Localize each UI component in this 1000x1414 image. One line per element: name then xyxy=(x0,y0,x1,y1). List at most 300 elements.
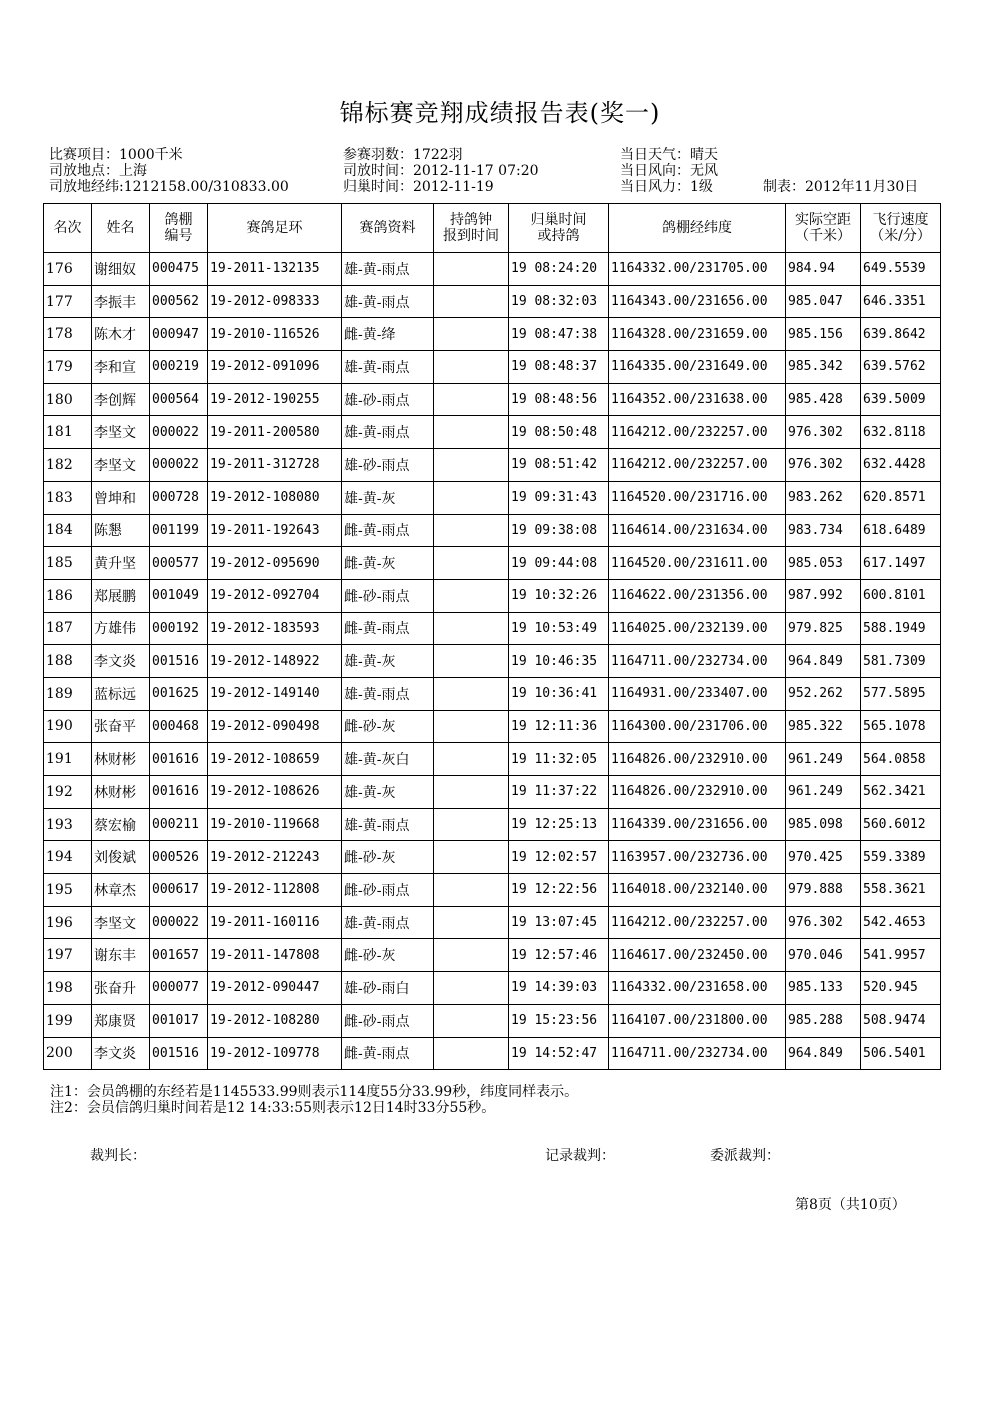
cell-coord: 1164614.00/231634.00 xyxy=(609,514,786,547)
cell-rank: 198 xyxy=(44,972,92,1005)
cell-ring: 19-2012-108280 xyxy=(208,1004,342,1037)
cell-arrival: 19 12:11:36 xyxy=(509,710,609,743)
cell-info: 雄-黄-灰 xyxy=(342,481,434,514)
table-row xyxy=(44,285,941,318)
table-row xyxy=(44,710,941,743)
cell-speed: 542.4653 xyxy=(861,906,941,939)
table-row xyxy=(44,1004,941,1037)
cell-name: 林财彬 xyxy=(92,743,150,776)
cell-arrival: 19 10:53:49 xyxy=(509,612,609,645)
cell-clock xyxy=(434,677,509,710)
cell-clock xyxy=(434,1004,509,1037)
cell-name: 林章杰 xyxy=(92,874,150,907)
table-row xyxy=(44,383,941,416)
cell-rank: 182 xyxy=(44,449,92,482)
cell-arrival: 19 14:39:03 xyxy=(509,972,609,1005)
cell-speed: 581.7309 xyxy=(861,645,941,678)
info-release-coords: 司放地经纬:1212158.00/310833.00 xyxy=(49,179,289,195)
cell-distance: 964.849 xyxy=(786,645,861,678)
cell-rank: 178 xyxy=(44,318,92,351)
cell-loft: 000577 xyxy=(150,547,208,580)
cell-rank: 184 xyxy=(44,514,92,547)
cell-rank: 177 xyxy=(44,285,92,318)
cell-speed: 564.0858 xyxy=(861,743,941,776)
cell-rank: 197 xyxy=(44,939,92,972)
cell-ring: 19-2012-212243 xyxy=(208,841,342,874)
cell-info: 雄-砂-雨点 xyxy=(342,449,434,482)
cell-rank: 195 xyxy=(44,874,92,907)
cell-speed: 558.3621 xyxy=(861,874,941,907)
cell-info: 雌-砂-灰 xyxy=(342,939,434,972)
cell-coord: 1164343.00/231656.00 xyxy=(609,285,786,318)
header-row xyxy=(44,204,941,253)
cell-distance: 984.94 xyxy=(786,253,861,286)
cell-loft: 001017 xyxy=(150,1004,208,1037)
cell-ring: 19-2012-148922 xyxy=(208,645,342,678)
cell-clock xyxy=(434,1037,509,1070)
cell-arrival: 19 08:47:38 xyxy=(509,318,609,351)
cell-speed: 639.5762 xyxy=(861,351,941,384)
cell-info: 雌-黄-雨点 xyxy=(342,514,434,547)
cell-ring: 19-2012-108626 xyxy=(208,776,342,809)
cell-rank: 192 xyxy=(44,776,92,809)
cell-arrival: 19 12:02:57 xyxy=(509,841,609,874)
table-row xyxy=(44,449,941,482)
table-row xyxy=(44,612,941,645)
cell-loft: 000022 xyxy=(150,449,208,482)
table-row xyxy=(44,906,941,939)
cell-coord: 1164352.00/231638.00 xyxy=(609,383,786,416)
cell-ring: 19-2012-098333 xyxy=(208,285,342,318)
cell-rank: 189 xyxy=(44,677,92,710)
cell-ring: 19-2010-119668 xyxy=(208,808,342,841)
col-coord: 鸽棚经纬度 xyxy=(609,204,786,253)
cell-clock xyxy=(434,972,509,1005)
cell-rank: 186 xyxy=(44,579,92,612)
cell-ring: 19-2011-160116 xyxy=(208,906,342,939)
cell-info: 雄-黄-雨点 xyxy=(342,906,434,939)
col-ring: 赛鸽足环 xyxy=(208,204,342,253)
cell-arrival: 19 08:24:20 xyxy=(509,253,609,286)
cell-distance: 979.825 xyxy=(786,612,861,645)
cell-info: 雄-黄-雨点 xyxy=(342,416,434,449)
cell-distance: 964.849 xyxy=(786,1037,861,1070)
cell-distance: 985.156 xyxy=(786,318,861,351)
cell-name: 郑康贤 xyxy=(92,1004,150,1037)
cell-info: 雌-砂-雨点 xyxy=(342,579,434,612)
col-clock: 持鸽钟 报到时间 xyxy=(434,204,509,253)
cell-ring: 19-2011-147808 xyxy=(208,939,342,972)
col-speed: 飞行速度 （米/分） xyxy=(861,204,941,253)
cell-rank: 183 xyxy=(44,481,92,514)
cell-coord: 1164711.00/232734.00 xyxy=(609,645,786,678)
cell-speed: 618.6489 xyxy=(861,514,941,547)
info-race-item: 比赛项目：1000千米 xyxy=(49,147,183,163)
cell-name: 李振丰 xyxy=(92,285,150,318)
cell-arrival: 19 13:07:45 xyxy=(509,906,609,939)
cell-rank: 181 xyxy=(44,416,92,449)
cell-distance: 983.262 xyxy=(786,481,861,514)
info-wind-force: 当日风力：1级 xyxy=(620,179,713,195)
info-release-time: 司放时间：2012-11-17 07:20 xyxy=(343,163,539,179)
cell-ring: 19-2012-183593 xyxy=(208,612,342,645)
cell-name: 李坚文 xyxy=(92,416,150,449)
delegated-judge-label: 委派裁判： xyxy=(710,1148,780,1164)
cell-name: 李文炎 xyxy=(92,645,150,678)
cell-speed: 617.1497 xyxy=(861,547,941,580)
cell-coord: 1164339.00/231656.00 xyxy=(609,808,786,841)
cell-clock xyxy=(434,710,509,743)
cell-ring: 19-2012-090498 xyxy=(208,710,342,743)
col-rank: 名次 xyxy=(44,204,92,253)
table-row xyxy=(44,808,941,841)
table-row xyxy=(44,1037,941,1070)
cell-speed: 639.8642 xyxy=(861,318,941,351)
cell-arrival: 19 12:25:13 xyxy=(509,808,609,841)
cell-clock xyxy=(434,351,509,384)
info-wind-direction: 当日风向：无风 xyxy=(620,163,718,179)
cell-info: 雄-黄-雨点 xyxy=(342,677,434,710)
info-prepared-date: 制表：2012年11月30日 xyxy=(763,179,919,195)
cell-coord: 1164212.00/232257.00 xyxy=(609,416,786,449)
col-distance: 实际空距 （千米） xyxy=(786,204,861,253)
cell-clock xyxy=(434,318,509,351)
cell-rank: 190 xyxy=(44,710,92,743)
table-row xyxy=(44,481,941,514)
cell-arrival: 19 09:38:08 xyxy=(509,514,609,547)
cell-distance: 976.302 xyxy=(786,906,861,939)
table-row xyxy=(44,743,941,776)
cell-rank: 196 xyxy=(44,906,92,939)
cell-name: 郑展鹏 xyxy=(92,579,150,612)
table-row xyxy=(44,645,941,678)
cell-clock xyxy=(434,776,509,809)
cell-clock xyxy=(434,906,509,939)
cell-name: 张奋平 xyxy=(92,710,150,743)
cell-distance: 985.098 xyxy=(786,808,861,841)
cell-ring: 19-2012-108659 xyxy=(208,743,342,776)
table-row xyxy=(44,579,941,612)
cell-clock xyxy=(434,579,509,612)
cell-info: 雌-黄-雨点 xyxy=(342,612,434,645)
cell-loft: 000562 xyxy=(150,285,208,318)
cell-speed: 506.5401 xyxy=(861,1037,941,1070)
cell-distance: 985.428 xyxy=(786,383,861,416)
info-entries: 参赛羽数：1722羽 xyxy=(343,147,463,163)
cell-clock xyxy=(434,383,509,416)
cell-loft: 001516 xyxy=(150,645,208,678)
cell-ring: 19-2012-091096 xyxy=(208,351,342,384)
cell-distance: 985.047 xyxy=(786,285,861,318)
cell-name: 谢细奴 xyxy=(92,253,150,286)
col-arrival: 归巢时间 或持鸽 xyxy=(509,204,609,253)
cell-speed: 632.4428 xyxy=(861,449,941,482)
col-loft: 鸽棚 编号 xyxy=(150,204,208,253)
cell-speed: 541.9957 xyxy=(861,939,941,972)
cell-info: 雌-砂-灰 xyxy=(342,841,434,874)
cell-ring: 19-2010-116526 xyxy=(208,318,342,351)
cell-name: 李坚文 xyxy=(92,449,150,482)
cell-speed: 632.8118 xyxy=(861,416,941,449)
cell-info: 雄-黄-灰 xyxy=(342,645,434,678)
cell-loft: 000468 xyxy=(150,710,208,743)
cell-clock xyxy=(434,645,509,678)
cell-coord: 1164107.00/231800.00 xyxy=(609,1004,786,1037)
cell-info: 雌-砂-灰 xyxy=(342,710,434,743)
info-return-date: 归巢时间：2012-11-19 xyxy=(343,179,494,195)
cell-ring: 19-2012-190255 xyxy=(208,383,342,416)
cell-rank: 187 xyxy=(44,612,92,645)
cell-speed: 649.5539 xyxy=(861,253,941,286)
cell-arrival: 19 09:44:08 xyxy=(509,547,609,580)
cell-info: 雄-黄-灰 xyxy=(342,776,434,809)
cell-loft: 000475 xyxy=(150,253,208,286)
cell-speed: 646.3351 xyxy=(861,285,941,318)
table-row xyxy=(44,514,941,547)
cell-arrival: 19 11:37:22 xyxy=(509,776,609,809)
cell-info: 雌-黄-绛 xyxy=(342,318,434,351)
cell-speed: 600.8101 xyxy=(861,579,941,612)
cell-info: 雌-黄-灰 xyxy=(342,547,434,580)
cell-distance: 976.302 xyxy=(786,416,861,449)
cell-name: 林财彬 xyxy=(92,776,150,809)
cell-loft: 000617 xyxy=(150,874,208,907)
cell-loft: 000022 xyxy=(150,416,208,449)
cell-loft: 001616 xyxy=(150,743,208,776)
report-title: 锦标赛竞翔成绩报告表(奖一) xyxy=(339,99,661,127)
table-row xyxy=(44,547,941,580)
cell-name: 刘俊斌 xyxy=(92,841,150,874)
recording-judge-label: 记录裁判： xyxy=(545,1148,615,1164)
cell-loft: 000564 xyxy=(150,383,208,416)
cell-arrival: 19 08:50:48 xyxy=(509,416,609,449)
cell-info: 雄-砂-雨白 xyxy=(342,972,434,1005)
table-row xyxy=(44,318,941,351)
cell-coord: 1164018.00/232140.00 xyxy=(609,874,786,907)
cell-rank: 179 xyxy=(44,351,92,384)
cell-speed: 639.5009 xyxy=(861,383,941,416)
cell-speed: 520.945 xyxy=(861,972,941,1005)
cell-info: 雄-黄-雨点 xyxy=(342,808,434,841)
cell-info: 雄-砂-雨点 xyxy=(342,383,434,416)
cell-clock xyxy=(434,416,509,449)
cell-arrival: 19 15:23:56 xyxy=(509,1004,609,1037)
cell-speed: 588.1949 xyxy=(861,612,941,645)
cell-clock xyxy=(434,285,509,318)
cell-clock xyxy=(434,612,509,645)
cell-clock xyxy=(434,841,509,874)
chief-judge-label: 裁判长： xyxy=(90,1148,146,1164)
cell-arrival: 19 09:31:43 xyxy=(509,481,609,514)
table-row xyxy=(44,351,941,384)
cell-clock xyxy=(434,743,509,776)
cell-ring: 19-2012-108080 xyxy=(208,481,342,514)
cell-distance: 985.288 xyxy=(786,1004,861,1037)
cell-loft: 000728 xyxy=(150,481,208,514)
cell-distance: 985.053 xyxy=(786,547,861,580)
page-number: 第8页（共10页） xyxy=(795,1197,906,1213)
cell-distance: 952.262 xyxy=(786,677,861,710)
cell-arrival: 19 12:22:56 xyxy=(509,874,609,907)
cell-speed: 559.3389 xyxy=(861,841,941,874)
cell-loft: 000077 xyxy=(150,972,208,1005)
cell-speed: 565.1078 xyxy=(861,710,941,743)
cell-loft: 001625 xyxy=(150,677,208,710)
cell-rank: 193 xyxy=(44,808,92,841)
cell-name: 蔡宏榆 xyxy=(92,808,150,841)
cell-arrival: 19 08:32:03 xyxy=(509,285,609,318)
cell-loft: 000947 xyxy=(150,318,208,351)
cell-distance: 985.322 xyxy=(786,710,861,743)
cell-clock xyxy=(434,939,509,972)
cell-ring: 19-2011-132135 xyxy=(208,253,342,286)
cell-coord: 1164931.00/233407.00 xyxy=(609,677,786,710)
cell-distance: 961.249 xyxy=(786,743,861,776)
cell-loft: 000526 xyxy=(150,841,208,874)
cell-speed: 577.5895 xyxy=(861,677,941,710)
note-1: 注1：会员鸽棚的东经若是1145533.99则表示114度55分33.99秒，纬度同样表示。 xyxy=(50,1084,579,1100)
cell-loft: 001516 xyxy=(150,1037,208,1070)
info-release-place: 司放地点：上海 xyxy=(49,163,147,179)
cell-distance: 970.046 xyxy=(786,939,861,972)
cell-coord: 1164826.00/232910.00 xyxy=(609,776,786,809)
table-row xyxy=(44,677,941,710)
cell-rank: 191 xyxy=(44,743,92,776)
cell-rank: 199 xyxy=(44,1004,92,1037)
note-2: 注2：会员信鸽归巢时间若是12 14:33:55则表示12日14时33分55秒。 xyxy=(50,1100,496,1116)
cell-clock xyxy=(434,481,509,514)
cell-coord: 1164332.00/231658.00 xyxy=(609,972,786,1005)
cell-rank: 200 xyxy=(44,1037,92,1070)
cell-speed: 508.9474 xyxy=(861,1004,941,1037)
cell-ring: 19-2011-312728 xyxy=(208,449,342,482)
table-row xyxy=(44,416,941,449)
cell-clock xyxy=(434,449,509,482)
cell-clock xyxy=(434,514,509,547)
cell-clock xyxy=(434,253,509,286)
cell-arrival: 19 12:57:46 xyxy=(509,939,609,972)
cell-arrival: 19 10:36:41 xyxy=(509,677,609,710)
cell-info: 雄-黄-雨点 xyxy=(342,351,434,384)
cell-name: 李和宣 xyxy=(92,351,150,384)
cell-ring: 19-2012-095690 xyxy=(208,547,342,580)
table-row xyxy=(44,841,941,874)
cell-name: 黄升坚 xyxy=(92,547,150,580)
cell-name: 李创辉 xyxy=(92,383,150,416)
cell-name: 陈木才 xyxy=(92,318,150,351)
cell-info: 雄-黄-灰白 xyxy=(342,743,434,776)
cell-info: 雌-砂-雨点 xyxy=(342,874,434,907)
cell-ring: 19-2012-149140 xyxy=(208,677,342,710)
cell-coord: 1164300.00/231706.00 xyxy=(609,710,786,743)
cell-rank: 185 xyxy=(44,547,92,580)
col-name: 姓名 xyxy=(92,204,150,253)
cell-coord: 1164212.00/232257.00 xyxy=(609,449,786,482)
cell-name: 曾坤和 xyxy=(92,481,150,514)
cell-coord: 1164520.00/231716.00 xyxy=(609,481,786,514)
cell-coord: 1164826.00/232910.00 xyxy=(609,743,786,776)
info-weather: 当日天气：晴天 xyxy=(620,147,718,163)
cell-distance: 985.133 xyxy=(786,972,861,1005)
cell-ring: 19-2012-112808 xyxy=(208,874,342,907)
cell-ring: 19-2011-192643 xyxy=(208,514,342,547)
table-row xyxy=(44,939,941,972)
results-table xyxy=(43,203,941,1070)
cell-name: 张奋升 xyxy=(92,972,150,1005)
cell-name: 蓝标远 xyxy=(92,677,150,710)
cell-loft: 000192 xyxy=(150,612,208,645)
cell-arrival: 19 10:32:26 xyxy=(509,579,609,612)
cell-speed: 562.3421 xyxy=(861,776,941,809)
cell-coord: 1164711.00/232734.00 xyxy=(609,1037,786,1070)
cell-clock xyxy=(434,874,509,907)
cell-arrival: 19 11:32:05 xyxy=(509,743,609,776)
cell-info: 雌-砂-雨点 xyxy=(342,1004,434,1037)
cell-loft: 001657 xyxy=(150,939,208,972)
cell-distance: 961.249 xyxy=(786,776,861,809)
table-row xyxy=(44,874,941,907)
cell-loft: 001049 xyxy=(150,579,208,612)
cell-distance: 987.992 xyxy=(786,579,861,612)
cell-loft: 001199 xyxy=(150,514,208,547)
col-info: 赛鸽资料 xyxy=(342,204,434,253)
cell-speed: 560.6012 xyxy=(861,808,941,841)
cell-distance: 976.302 xyxy=(786,449,861,482)
cell-coord: 1164335.00/231649.00 xyxy=(609,351,786,384)
cell-distance: 979.888 xyxy=(786,874,861,907)
cell-speed: 620.8571 xyxy=(861,481,941,514)
cell-coord: 1163957.00/232736.00 xyxy=(609,841,786,874)
cell-coord: 1164025.00/232139.00 xyxy=(609,612,786,645)
cell-name: 陈懇 xyxy=(92,514,150,547)
cell-distance: 985.342 xyxy=(786,351,861,384)
cell-distance: 970.425 xyxy=(786,841,861,874)
cell-coord: 1164332.00/231705.00 xyxy=(609,253,786,286)
cell-rank: 176 xyxy=(44,253,92,286)
cell-arrival: 19 08:51:42 xyxy=(509,449,609,482)
cell-loft: 000022 xyxy=(150,906,208,939)
cell-name: 方雄伟 xyxy=(92,612,150,645)
cell-arrival: 19 14:52:47 xyxy=(509,1037,609,1070)
cell-arrival: 19 08:48:37 xyxy=(509,351,609,384)
cell-name: 谢东丰 xyxy=(92,939,150,972)
cell-ring: 19-2012-090447 xyxy=(208,972,342,1005)
cell-name: 李文炎 xyxy=(92,1037,150,1070)
cell-coord: 1164212.00/232257.00 xyxy=(609,906,786,939)
cell-rank: 180 xyxy=(44,383,92,416)
cell-arrival: 19 08:48:56 xyxy=(509,383,609,416)
cell-coord: 1164328.00/231659.00 xyxy=(609,318,786,351)
cell-clock xyxy=(434,547,509,580)
cell-coord: 1164520.00/231611.00 xyxy=(609,547,786,580)
cell-name: 李坚文 xyxy=(92,906,150,939)
cell-ring: 19-2012-092704 xyxy=(208,579,342,612)
cell-rank: 188 xyxy=(44,645,92,678)
cell-loft: 000211 xyxy=(150,808,208,841)
cell-loft: 000219 xyxy=(150,351,208,384)
cell-info: 雌-黄-雨点 xyxy=(342,1037,434,1070)
cell-rank: 194 xyxy=(44,841,92,874)
cell-ring: 19-2012-109778 xyxy=(208,1037,342,1070)
table-row xyxy=(44,253,941,286)
cell-ring: 19-2011-200580 xyxy=(208,416,342,449)
cell-clock xyxy=(434,808,509,841)
cell-coord: 1164622.00/231356.00 xyxy=(609,579,786,612)
table-row xyxy=(44,972,941,1005)
cell-info: 雄-黄-雨点 xyxy=(342,253,434,286)
cell-arrival: 19 10:46:35 xyxy=(509,645,609,678)
cell-loft: 001616 xyxy=(150,776,208,809)
